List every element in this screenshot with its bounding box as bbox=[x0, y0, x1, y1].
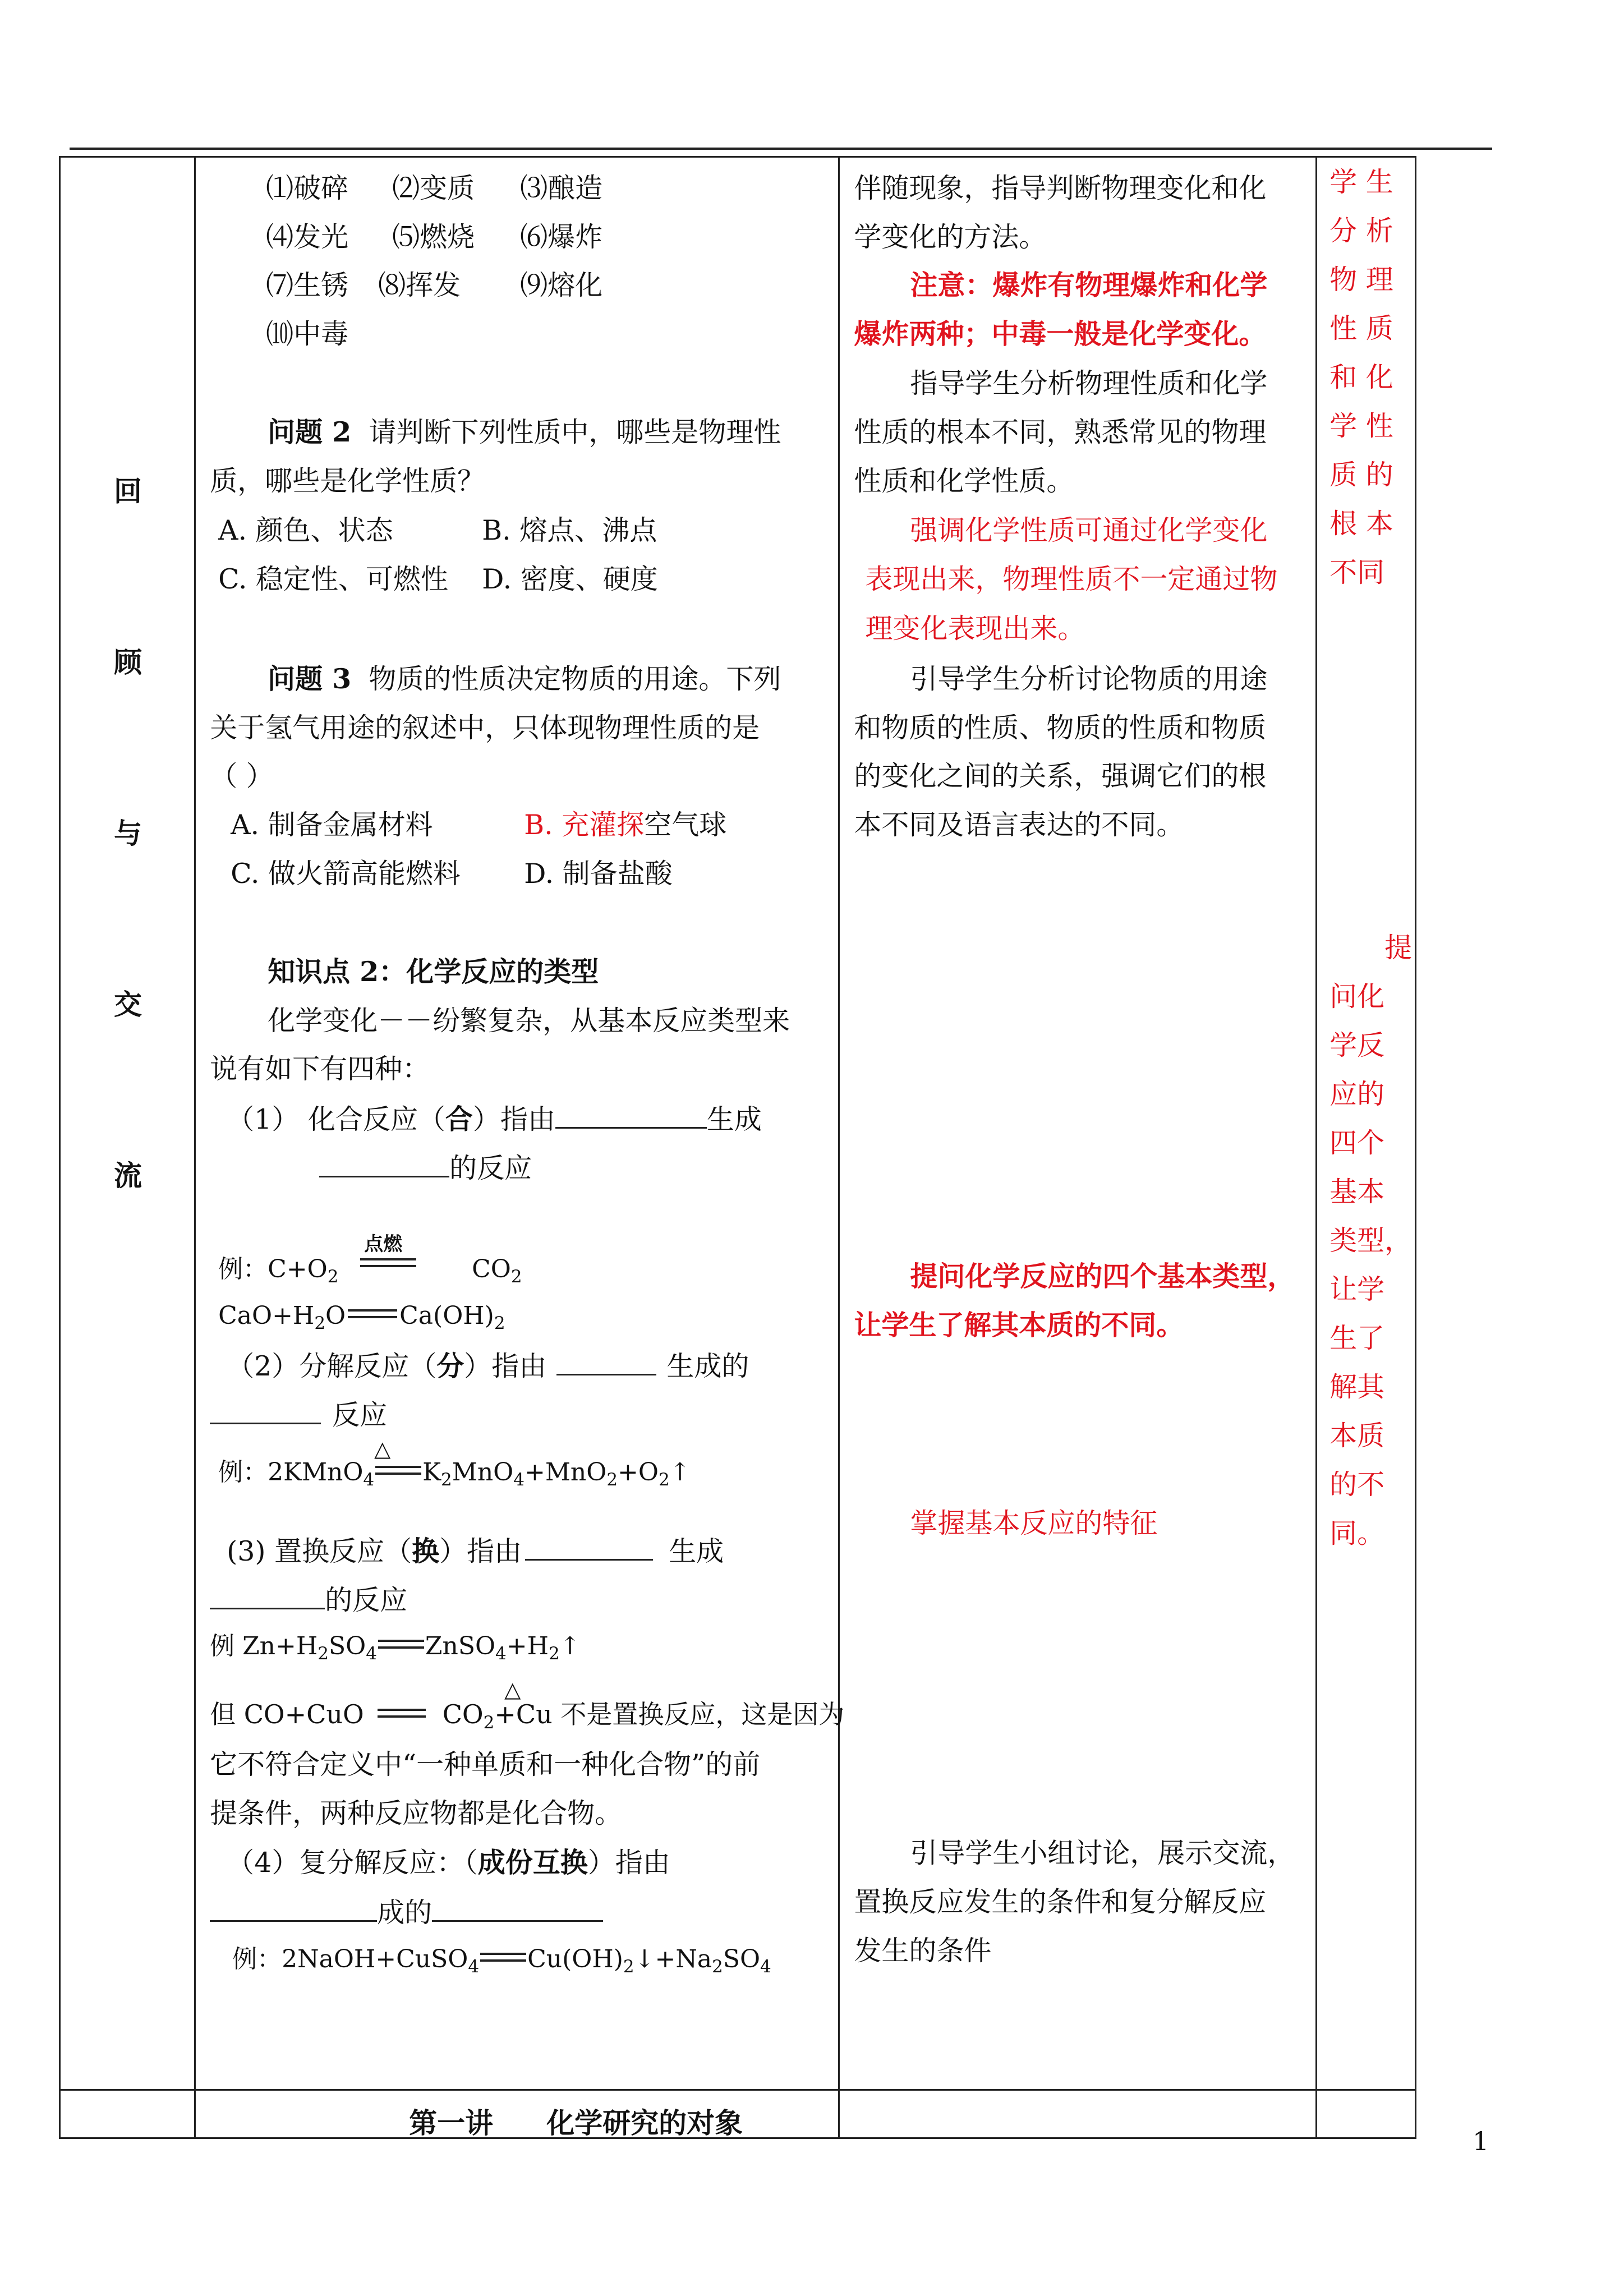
paragraph: 提条件，两种反应物都是化合物。 bbox=[210, 1797, 623, 1829]
intent-line: 学 生 bbox=[1329, 166, 1393, 198]
equation: $CaO+H_2O$ $Ca(OH)_2$ bbox=[218, 1301, 505, 1333]
emphasis-text: 表现出来，物理性质不一定通过物 bbox=[865, 563, 1278, 595]
emphasis-text: 掌握基本反应的特征 bbox=[910, 1507, 1158, 1539]
footer-cell bbox=[60, 2090, 195, 2138]
knowledge-title: 知识点 2：化学反应的类型 bbox=[268, 955, 599, 988]
question-2: 问题 2 请判断下列性质中，哪些是物理性 bbox=[268, 416, 781, 448]
intent-line: 的不 bbox=[1329, 1469, 1385, 1501]
option: A. 制备金属材料 bbox=[231, 809, 433, 841]
guidance-text: 指导学生分析物理性质和化学 bbox=[910, 367, 1268, 399]
section-label-cell bbox=[60, 157, 195, 2090]
note-text: 提问化学反应的四个基本类型， bbox=[910, 1260, 1295, 1292]
guidance-text: 置换反应发生的条件和复分解反应 bbox=[854, 1886, 1267, 1918]
equation: 例 $Zn+H_2SO_4$ $ZnSO_4+H_2↑$ bbox=[210, 1632, 581, 1664]
intent-line: 解其 bbox=[1329, 1371, 1385, 1403]
equals-bar bbox=[360, 1265, 416, 1267]
option: B. 熔点、沸点 bbox=[482, 514, 657, 546]
guidance-text: 发生的条件 bbox=[854, 1935, 992, 1967]
reaction-type-4: （4）复分解反应：（成份互换）指由 bbox=[227, 1846, 670, 1879]
reaction-type-3-line2: 的反应 bbox=[210, 1585, 407, 1614]
reaction-type-1: （1） 化合反应（合）指由 生成 bbox=[227, 1103, 762, 1135]
side-char: 与 bbox=[114, 817, 142, 850]
list-item: ⑵变质 bbox=[392, 172, 475, 204]
note-text: 注意：爆炸有物理爆炸和化学 bbox=[910, 269, 1268, 301]
side-char: 顾 bbox=[114, 646, 142, 679]
reaction-type-1-line2: 的反应 bbox=[319, 1153, 532, 1182]
intent-line: 分 析 bbox=[1329, 215, 1393, 247]
heat-symbol: △ bbox=[504, 1677, 521, 1702]
intent-line: 物 理 bbox=[1329, 264, 1393, 296]
guidance-text: 引导学生分析讨论物质的用途 bbox=[910, 663, 1268, 695]
side-char: 交 bbox=[114, 988, 142, 1021]
option: C. 做火箭高能燃料 bbox=[231, 858, 461, 890]
intent-line: 类型， bbox=[1329, 1225, 1413, 1257]
heat-symbol: △ bbox=[374, 1437, 391, 1461]
reaction-type-2-line2: 反应 bbox=[210, 1400, 387, 1429]
lesson-table bbox=[59, 156, 1416, 2139]
intent-line: 生了 bbox=[1329, 1322, 1385, 1354]
guidance-text: 学变化的方法。 bbox=[854, 221, 1047, 253]
content-cell bbox=[195, 157, 845, 2090]
equals-bar bbox=[360, 1258, 416, 1260]
equation: 但 CO+CuO $CO_2+Cu$ 不是置换反应，这是因为 bbox=[210, 1699, 845, 1733]
question-2-line2: 质，哪些是化学性质？ bbox=[210, 465, 485, 497]
list-item: ⑷发光 bbox=[266, 221, 349, 253]
paragraph: 说有如下有四种： bbox=[210, 1053, 430, 1085]
intent-first-char: 提 bbox=[1384, 932, 1413, 964]
list-item: ⑴破碎 bbox=[266, 172, 349, 204]
question-3: 问题 3 物质的性质决定物质的用途。下列 bbox=[268, 662, 781, 695]
side-char: 流 bbox=[114, 1159, 142, 1192]
footer-cell bbox=[839, 2090, 1317, 2138]
intent-line: 应的 bbox=[1329, 1078, 1385, 1110]
intent-block-2 bbox=[1329, 972, 1419, 1558]
intent-line: 本质 bbox=[1329, 1420, 1385, 1452]
note-text: 让学生了解其本质的不同。 bbox=[854, 1309, 1184, 1341]
guidance-text: 伴随现象，指导判断物理变化和化 bbox=[854, 172, 1267, 204]
reaction-type-4-line2: 成的 bbox=[210, 1898, 603, 1926]
option: A. 颜色、状态 bbox=[218, 514, 393, 546]
condition-label: 点燃 bbox=[364, 1233, 403, 1255]
equation: 例：2KMnO$_4$ $K_2MnO_4+MnO_2+O_2↑$ bbox=[218, 1458, 691, 1490]
guidance-text: 引导学生小组讨论，展示交流， bbox=[910, 1837, 1295, 1869]
equation: 例：$C+O_2$ bbox=[218, 1255, 339, 1287]
guidance-text: 的变化之间的关系，强调它们的根 bbox=[854, 760, 1267, 792]
header-rule bbox=[70, 148, 1492, 150]
intent-line: 问化 bbox=[1329, 981, 1385, 1013]
list-item: ⑼熔化 bbox=[520, 269, 603, 301]
list-item: ⑶酿造 bbox=[520, 172, 603, 204]
intent-line: 四个 bbox=[1329, 1127, 1385, 1159]
option: C. 稳定性、可燃性 bbox=[218, 563, 448, 595]
intent-cell bbox=[1317, 157, 1416, 2090]
paragraph: 它不符合定义中“一种单质和一种化合物”的前 bbox=[210, 1749, 761, 1780]
page-number: 1 bbox=[1473, 2126, 1489, 2156]
note-text: 爆炸两种；中毒一般是化学变化。 bbox=[854, 318, 1267, 350]
guidance-text: 和物质的性质、物质的性质和物质 bbox=[854, 712, 1267, 744]
reaction-type-2: （2）分解反应（分）指由 生成的 bbox=[227, 1350, 749, 1382]
intent-line: 学 性 bbox=[1329, 410, 1393, 442]
guidance-text: 性质和化学性质。 bbox=[854, 465, 1074, 497]
option: D. 制备盐酸 bbox=[524, 858, 673, 890]
answer-parens: （ ） bbox=[210, 760, 274, 792]
intent-line: 同。 bbox=[1329, 1517, 1385, 1549]
option: D. 密度、硬度 bbox=[482, 563, 658, 595]
guidance-text: 本不同及语言表达的不同。 bbox=[854, 809, 1184, 841]
option: B. 充灌探空气球 bbox=[524, 809, 727, 841]
intent-line: 性 质 bbox=[1329, 312, 1393, 344]
intent-line: 不同 bbox=[1329, 556, 1385, 588]
reaction-type-3: (3) 置换反应（换）指由 生成 bbox=[227, 1535, 724, 1567]
footer-title-cell bbox=[195, 2090, 839, 2138]
intent-line: 让学 bbox=[1329, 1273, 1385, 1305]
side-char: 回 bbox=[114, 475, 142, 508]
emphasis-text: 理变化表现出来。 bbox=[865, 613, 1085, 645]
equation-product: $CO_2$ bbox=[472, 1255, 522, 1287]
list-item: ⑸燃烧 bbox=[392, 221, 475, 253]
paragraph: 化学变化－－纷繁复杂，从基本反应类型来 bbox=[268, 1005, 790, 1037]
guidance-text: 性质的根本不同，熟悉常见的物理 bbox=[854, 416, 1267, 448]
intent-line: 根 本 bbox=[1329, 508, 1393, 540]
intent-block-1 bbox=[1329, 158, 1408, 597]
list-item: ⑻挥发 bbox=[378, 269, 461, 301]
footer-cell bbox=[1317, 2090, 1416, 2138]
footer-title: 第一讲 化学研究的对象 bbox=[409, 2106, 743, 2139]
guidance-cell bbox=[839, 157, 1317, 2090]
intent-line: 基本 bbox=[1329, 1176, 1385, 1208]
list-item: ⑽中毒 bbox=[266, 318, 349, 350]
intent-line: 质 的 bbox=[1329, 459, 1393, 491]
equation: 例：2NaOH+CuSO$_4$ $Cu(OH)_2↓+Na_2SO_4$ bbox=[232, 1945, 771, 1977]
question-3-line2: 关于氢气用途的叙述中，只体现物理性质的是 bbox=[210, 712, 760, 744]
list-item: ⑹爆炸 bbox=[520, 221, 603, 253]
list-item: ⑺生锈 bbox=[266, 269, 349, 301]
emphasis-text: 强调化学性质可通过化学变化 bbox=[910, 514, 1268, 546]
intent-line: 学反 bbox=[1329, 1029, 1385, 1061]
intent-line: 和 化 bbox=[1329, 361, 1393, 393]
